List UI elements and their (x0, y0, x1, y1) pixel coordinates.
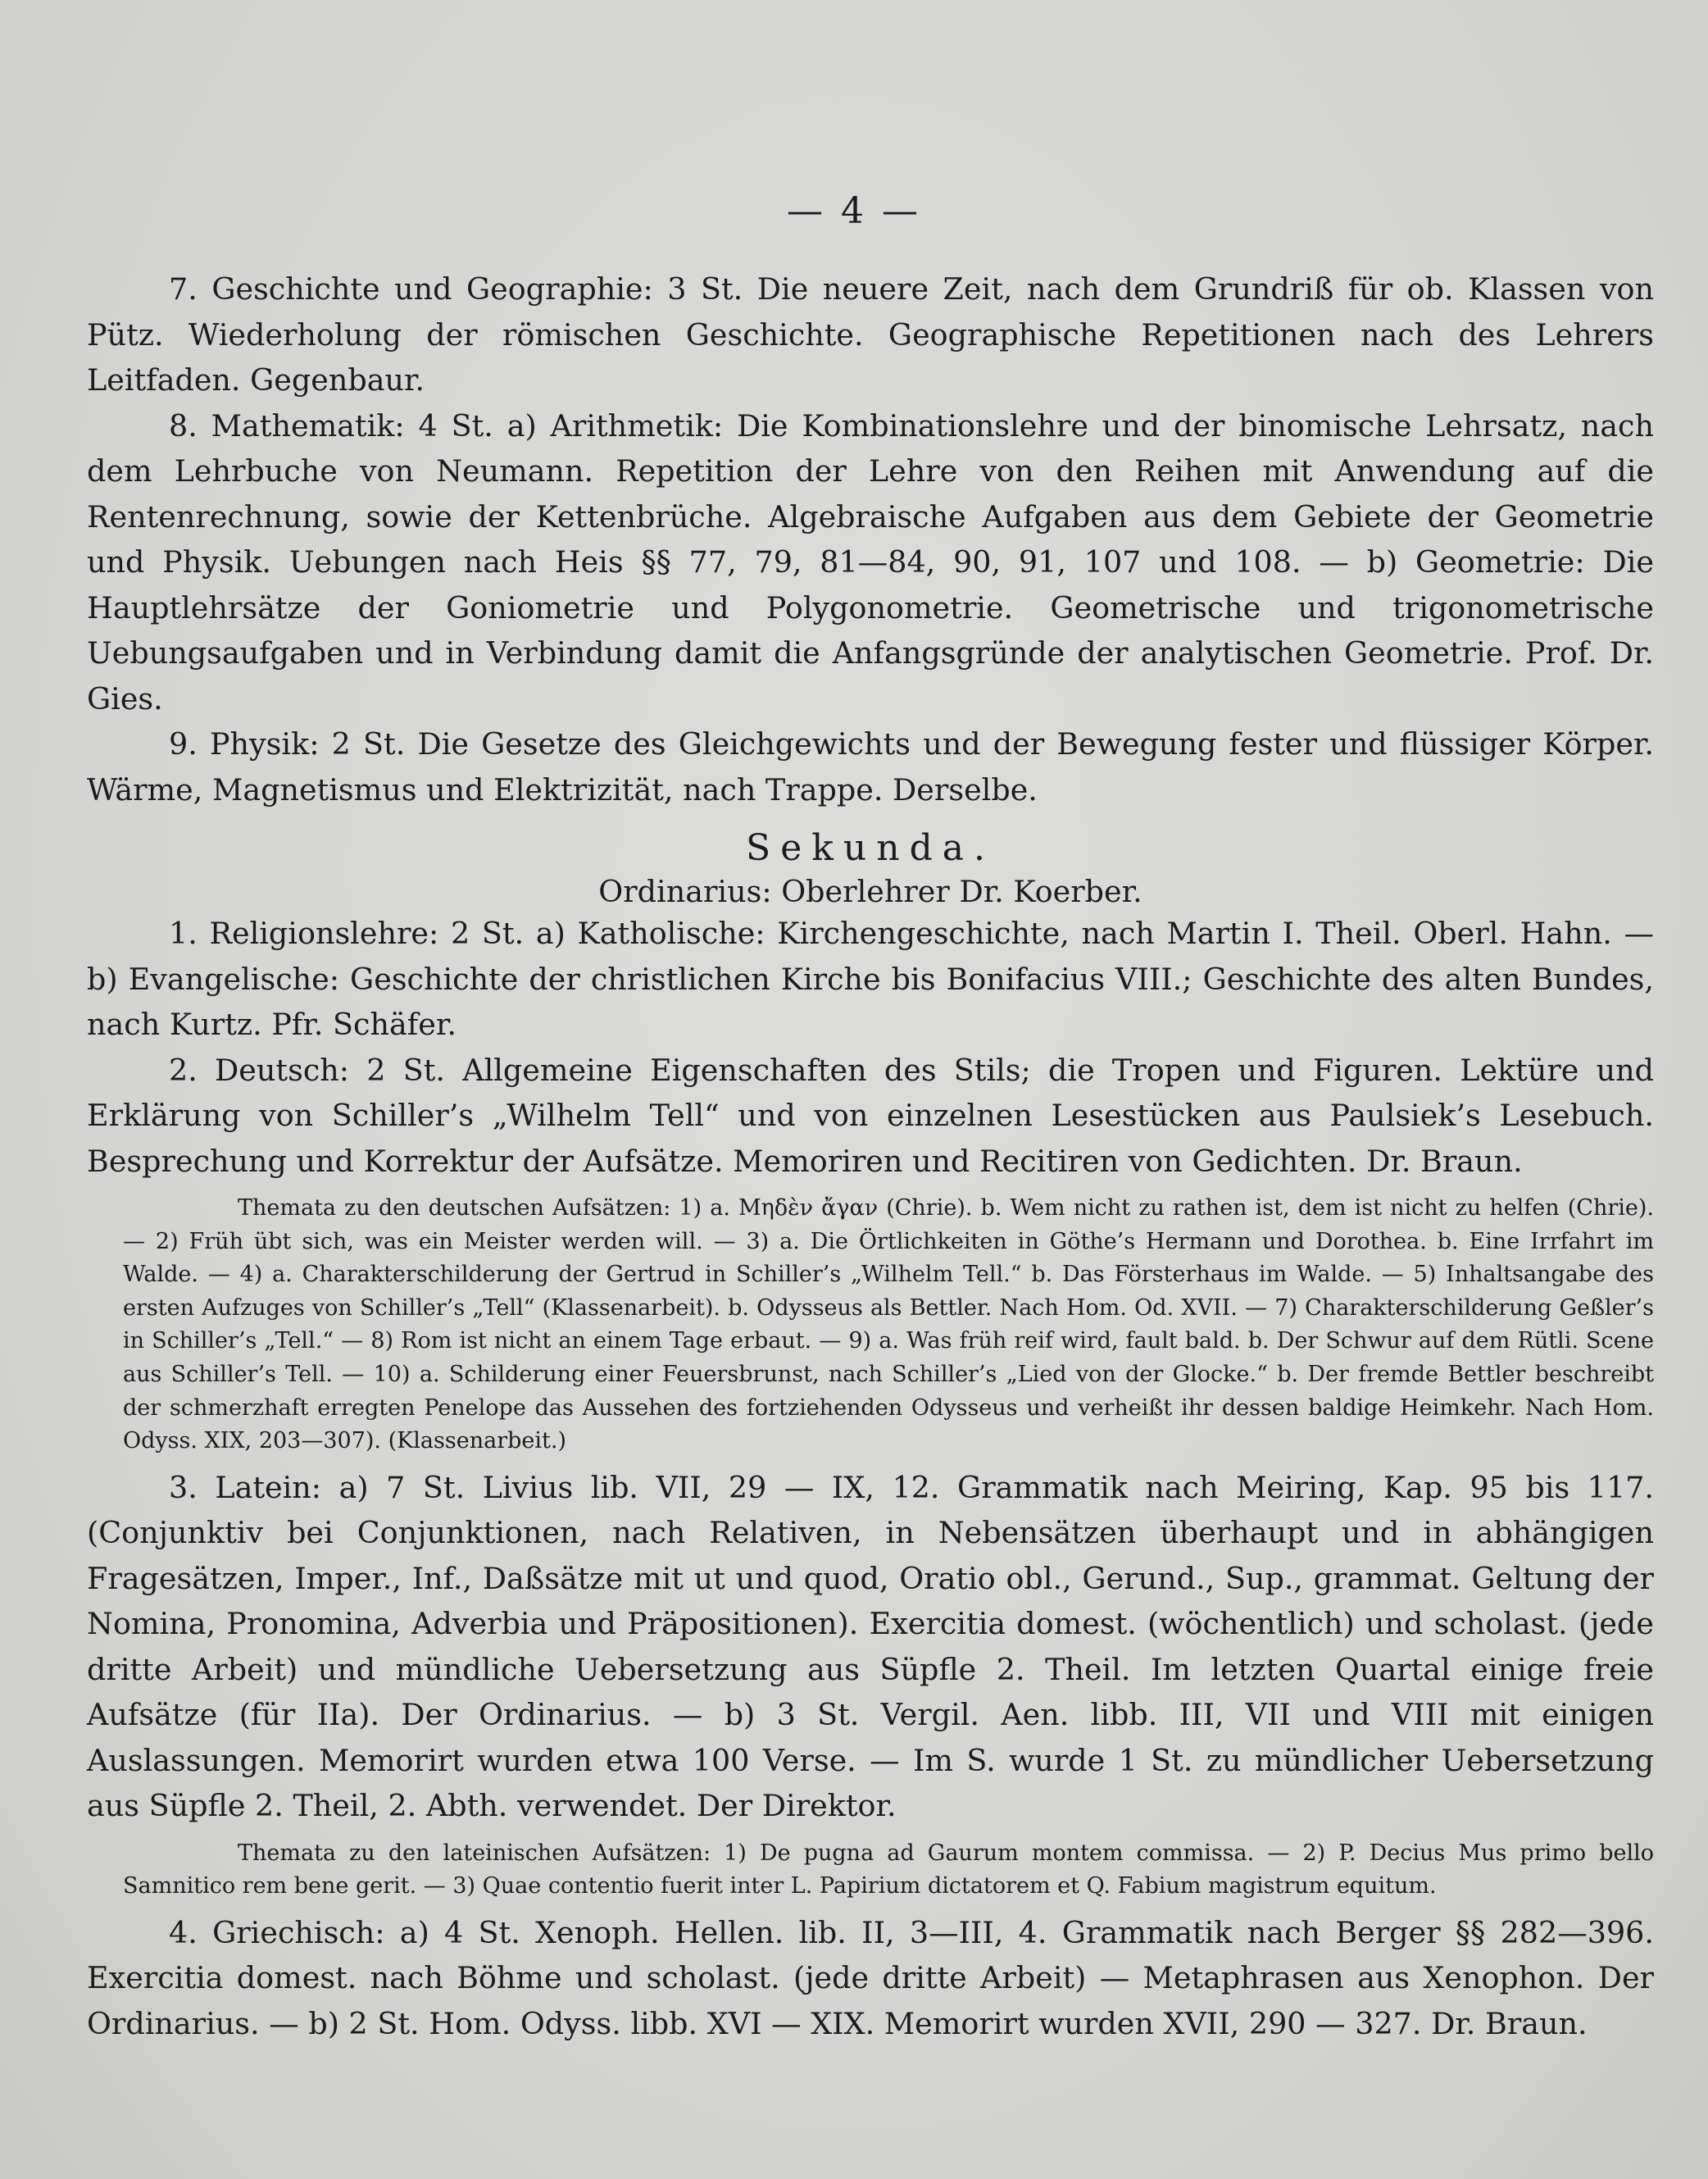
paragraph-latein-themata: Themata zu den lateinischen Aufsätzen: 1) De pugna ad Gaurum montem commissa. — 2) P. Decius Mus primo bello Samnitico rem bene gerit. — 3) Quae contentio fuerit inter L. Papirium dictatorem et Q. Fabium magistrum equitum. (123, 1840, 1654, 1899)
page-number: — 4 — (787, 190, 921, 232)
paragraph-physik: 9. Physik: 2 St. Die Gesetze des Gleichgewichts und der Bewegung fester und flüssiger Körper. Wärme, Magnetismus und Elektrizität, nach Trappe. Derselbe. (87, 726, 1654, 807)
paragraph-latein: 3. Latein: a) 7 St. Livius lib. VII, 29 — IX, 12. Grammatik nach Meiring, Kap. 95 bis 117. (Conjunktiv bei Conjunktionen, nach Relativen, in Nebensätzen überhaupt und in abhängigen Fragesätzen, Imper., Inf., Daßsätze mit ut und quod, Oratio obl., Gerund., Sup., grammat. Geltung der Nomina, Pronomina, Adverbia und Präpositionen). Exercitia domest. (wöchentlich) und scholast. (jede dritte Arbeit) und mündliche Uebersetzung aus Süpfle 2. Theil. Im letzten Quartal einige freie Aufsätze (für IIa). Der Ordinarius. — b) 3 St. Vergil. Aen. libb. III, VII und VIII mit einigen Auslassungen. Memorirt wurden etwa 100 Verse. — Im S. wurde 1 St. zu mündlicher Uebersetzung aus Süpfle 2. Theil, 2. Abth. verwendet. Der Direktor. (87, 1469, 1654, 1824)
paragraph-mathematik: 8. Mathematik: 4 St. a) Arithmetik: Die Kombinationslehre und der binomische Lehrsatz, nach dem Lehrbuche von Neumann. Repetition der Lehre von den Reihen mit Anwendung auf die Rentenrechnung, sowie der Kettenbrüche. Algebraische Aufgaben aus dem Gebiete der Geometrie und Physik. Uebungen nach Heis §§ 77, 79, 81—84, 90, 91, 107 und 108. — b) Geometrie: Die Hauptlehrsätze der Goniometrie und Polygonometrie. Geometrische und trigonometrische Uebungsaufgaben und in Verbindung damit die Anfangsgründe der analytischen Geometrie. Prof. Dr. Gies. (87, 407, 1654, 716)
paragraph-religion: 1. Religionslehre: 2 St. a) Katholische: Kirchengeschichte, nach Martin I. Theil. Oberl. Hahn. — b) Evangelische: Geschichte der christlichen Kirche bis Bonifacius VIII.; Geschichte des alten Bundes, nach Kurtz. Pfr. Schäfer. (87, 916, 1654, 1042)
paragraph-geschichte: 7. Geschichte und Geographie: 3 St. Die neuere Zeit, nach dem Grundriß für ob. Klassen von Pütz. Wiederholung der römischen Geschichte. Geographische Repetitionen nach des Lehrers Leitfaden. Gegenbaur. (87, 271, 1654, 398)
paragraph-griechisch: 4. Griechisch: a) 4 St. Xenoph. Hellen. lib. II, 3—III, 4. Grammatik nach Berger §§ 282—396. Exercitia domest. nach Böhme und scholast. (jede dritte Arbeit) — Metaphrasen aus Xenophon. Der Ordinarius. — b) 2 St. Hom. Odyss. libb. XVI — XIX. Memorirt wurden XVII, 290 — 327. Dr. Braun. (87, 1914, 1654, 2041)
ordinarius-line: Ordinarius: Oberlehrer Dr. Koerber. (598, 874, 1142, 909)
page-body (87, 266, 1654, 2046)
paragraph-deutsch: 2. Deutsch: 2 St. Allgemeine Eigenschaften des Stils; die Tropen und Figuren. Lektüre und Erklärung von Schiller’s „Wilhelm Tell“ und von einzelnen Lesestücken aus Paulsiek’s Lesebuch. Besprechung und Korrektur der Aufsätze. Memoriren und Recitiren von Gedichten. Dr. Braun. (87, 1052, 1654, 1179)
paragraph-deutsch-themata: Themata zu den deutschen Aufsätzen: 1) a. Μηδὲν ἄγαν (Chrie). b. Wem nicht zu rathen ist, dem ist nicht zu helfen (Chrie). — 2) Früh übt sich, was ein Meister werden will. — 3) a. Die Örtlichkeiten in Göthe’s Hermann und Dorothea. b. Eine Irrfahrt im Walde. — 4) a. Charakterschilderung der Gertrud in Schiller’s „Wilhelm Tell.“ b. Das Försterhaus im Walde. — 5) Inhaltsangabe des ersten Aufzuges von Schiller’s „Tell“ (Klassenarbeit). b. Odysseus als Bettler. Nach Hom. Od. XVII. — 7) Charakterschilderung Geßler’s in Schiller’s „Tell.“ — 8) Rom ist nicht an einem Tage erbaut. — 9) a. Was früh reif wird, fault bald. b. Der Schwur auf dem Rütli. Scene aus Schiller’s Tell. — 10) a. Schilderung einer Feuersbrunst, nach Schiller’s „Lied von der Glocke.“ b. Der fremde Bettler beschreibt der schmerzhaft erregten Penelope das Aussehen des fortziehenden Odysseus und verheißt ihr dessen baldige Heimkehr. Nach Hom. Odyss. XIX, 203—307). (Klassenarbeit.) (123, 1195, 1654, 1454)
section-heading-sekunda: Sekunda. (746, 827, 995, 869)
